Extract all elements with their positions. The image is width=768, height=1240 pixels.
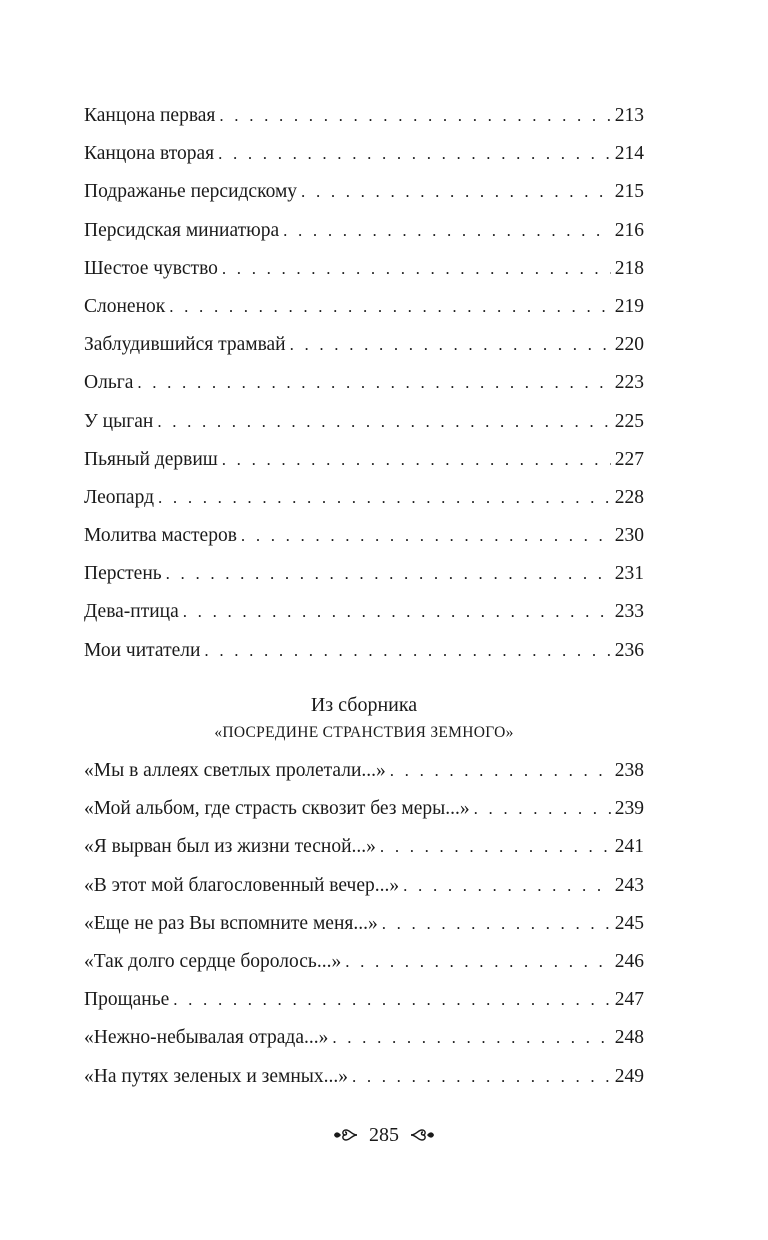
toc-entry-title: Пьяный дервиш: [84, 448, 218, 470]
toc-entry: [84, 1025, 644, 1063]
section-heading-title: «ПОСРЕДИНЕ СТРАНСТВИЯ ЗЕМНОГО»: [214, 724, 514, 741]
toc-entry-page-number: 241: [614, 836, 644, 858]
toc-entry: [84, 141, 644, 179]
toc-entry: [84, 758, 644, 796]
toc-entry-page-number: 219: [614, 295, 644, 317]
dot-leader: [169, 294, 611, 320]
dot-leader: [290, 332, 611, 358]
toc-entry-page-number: 225: [614, 410, 644, 432]
dot-leader: [222, 447, 611, 473]
toc-entry-page-number: 236: [614, 639, 644, 661]
toc-entry-title: Мои читатели: [84, 639, 201, 661]
toc-entry-page-number: 213: [614, 105, 644, 126]
dot-leader: [222, 256, 611, 282]
dot-leader: [301, 179, 611, 205]
flourish-ornament-icon: [332, 1126, 358, 1144]
dot-leader: [166, 561, 611, 587]
dot-leader: [204, 638, 610, 664]
toc-entry: [84, 256, 644, 294]
toc-entry-title: «Мой альбом, где страсть сквозит без меры...»: [84, 798, 470, 820]
toc-entry-title: Подражанье персидскому: [84, 181, 298, 203]
toc-entry-title: «Еще не раз Вы вспомните меня...»: [84, 912, 378, 934]
toc-entry-title: Канцона вторая: [84, 143, 215, 165]
toc-entry-page-number: 227: [614, 448, 644, 470]
toc-entry: [84, 485, 644, 523]
toc-entry: [84, 218, 644, 256]
toc-entry-page-number: 228: [614, 486, 644, 508]
toc-entry: [84, 370, 644, 408]
toc-entry: [84, 987, 644, 1025]
dot-leader: [380, 834, 611, 860]
toc-entry-title: Ольга: [84, 372, 134, 394]
toc-entry-title: У цыган: [84, 410, 154, 432]
toc-entry: [84, 523, 644, 561]
dot-leader: [137, 370, 610, 396]
toc-list-part1: [84, 103, 644, 676]
dot-leader: [183, 599, 611, 625]
toc-entry-page-number: 215: [614, 181, 644, 203]
dot-leader: [283, 218, 611, 244]
toc-entry: [84, 332, 644, 370]
toc-entry-page-number: 231: [614, 563, 644, 585]
toc-entry: [84, 638, 644, 676]
toc-entry-page-number: 216: [614, 219, 644, 241]
toc-entry: [84, 911, 644, 949]
dot-leader: [332, 1025, 610, 1051]
toc-entry-title: Дева-птица: [84, 601, 179, 623]
toc-entry-page-number: 246: [614, 950, 644, 972]
toc-entry: [84, 873, 644, 911]
toc-entry-title: «Мы в аллеях светлых пролетали...»: [84, 760, 386, 781]
page-footer: [0, 1120, 768, 1149]
dot-leader: [157, 409, 610, 435]
toc-entry: [84, 796, 644, 834]
dot-leader: [173, 987, 611, 1013]
dot-leader: [241, 523, 611, 549]
toc-entry-title: Молитва мастеров: [84, 525, 237, 547]
toc-entry-title: Заблудившийся трамвай: [84, 334, 286, 356]
toc-entry-title: Перстень: [84, 563, 162, 585]
toc-entry-page-number: 218: [614, 257, 644, 279]
dot-leader: [345, 949, 611, 975]
toc-entry: [84, 561, 644, 599]
toc-entry-title: Леопард: [84, 486, 155, 508]
toc-list-part2: [84, 758, 644, 1102]
toc-entry: [84, 179, 644, 217]
flourish-ornament-icon: [410, 1126, 436, 1144]
dot-leader: [158, 485, 611, 511]
toc-entry: [84, 294, 644, 332]
dot-leader: [390, 758, 611, 784]
toc-entry-page-number: 247: [614, 989, 644, 1011]
toc-entry: [84, 949, 644, 987]
toc-entry: [84, 447, 644, 485]
toc-entry-page-number: 233: [614, 601, 644, 623]
dot-leader: [403, 873, 611, 899]
toc-entry-title: «В этот мой благословенный вечер...»: [84, 874, 400, 896]
toc-entry-title: Слоненок: [84, 295, 166, 317]
toc-entry-page-number: 245: [614, 912, 644, 934]
toc-entry-page-number: 230: [614, 525, 644, 547]
dot-leader: [382, 911, 611, 937]
toc-entry-page-number: 243: [614, 874, 644, 896]
toc-entry-page-number: 248: [614, 1027, 644, 1049]
toc-entry: [84, 1064, 644, 1102]
toc-entry: [84, 103, 644, 141]
toc-entry-title: «На путях зеленых и земных...»: [84, 1065, 348, 1087]
dot-leader: [219, 103, 610, 129]
toc-entry-title: Шестое чувство: [84, 257, 218, 279]
toc-entry: [84, 834, 644, 872]
dot-leader: [352, 1064, 611, 1090]
toc-entry-title: «Так долго сердце боролось...»: [84, 950, 342, 972]
dot-leader: [218, 141, 611, 167]
dot-leader: [474, 796, 611, 822]
toc-entry-page-number: 249: [614, 1065, 644, 1087]
toc-entry-title: «Нежно-небывалая отрада...»: [84, 1027, 329, 1049]
toc-entry-page-number: 223: [614, 372, 644, 394]
toc-entry-page-number: 220: [614, 334, 644, 356]
section-heading-line1: Из сборника: [310, 694, 418, 716]
toc-entry-page-number: 214: [614, 143, 644, 165]
toc-entry-title: Прощанье: [84, 989, 170, 1011]
toc-entry-page-number: 239: [614, 798, 644, 820]
page-number: 285: [369, 1124, 399, 1147]
toc-entry-title: Канцона первая: [84, 105, 216, 126]
section-heading: [84, 690, 644, 746]
toc-entry-title: «Я вырван был из жизни тесной...»: [84, 836, 376, 858]
toc-entry-page-number: 238: [614, 760, 644, 781]
toc-entry: [84, 599, 644, 637]
toc-entry: [84, 409, 644, 447]
toc-entry-title: Персидская миниатюра: [84, 219, 280, 241]
